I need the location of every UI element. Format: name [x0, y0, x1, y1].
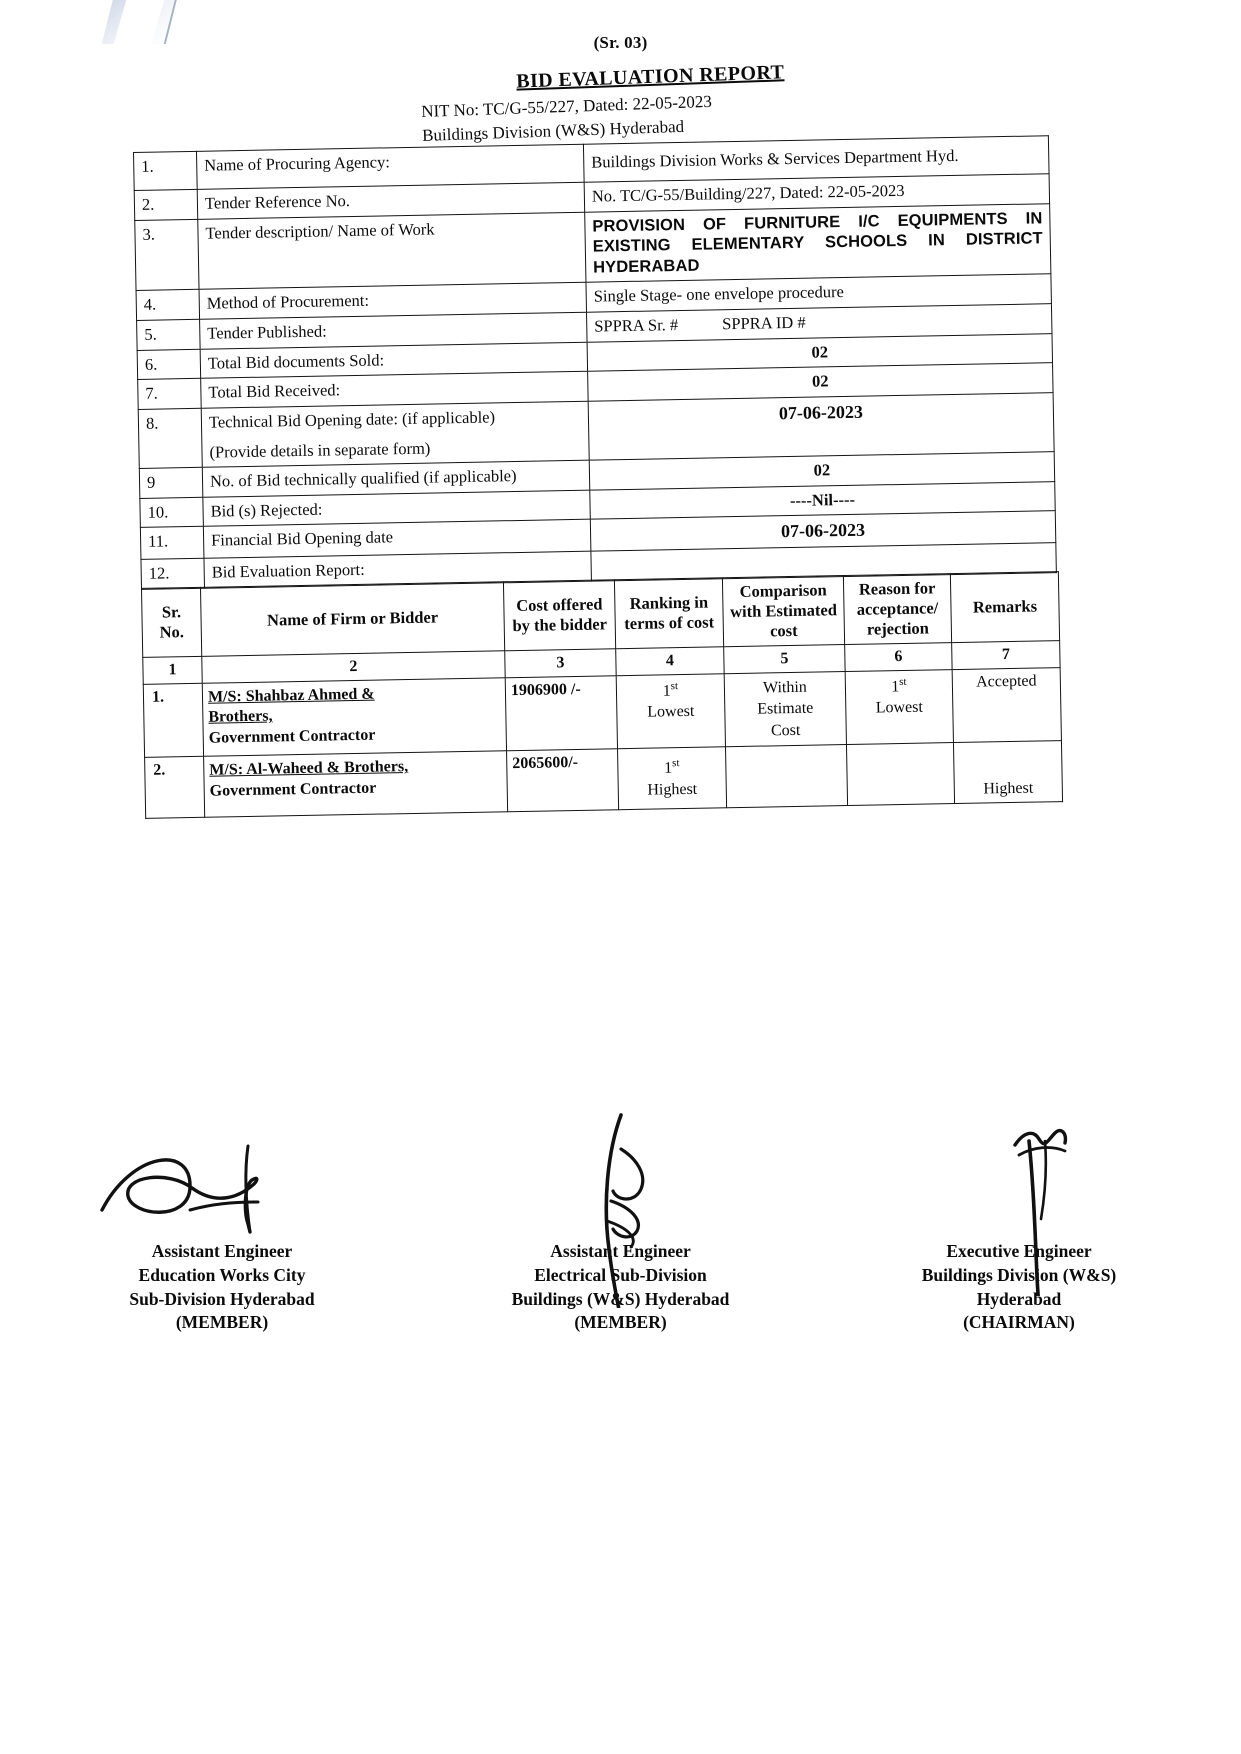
- row-value: 07-06-2023: [590, 511, 1055, 551]
- row-label-note: (Provide details in separate form): [209, 438, 431, 462]
- row-value: ----Nil----: [590, 481, 1055, 519]
- firm-line-1: M/S: Al-Waheed & Brothers,: [209, 758, 409, 779]
- row-value: No. TC/G-55/Building/227, Dated: 22-05-2023: [584, 174, 1049, 212]
- caption-line-2: Buildings Division (W&S): [921, 1264, 1117, 1285]
- row-label: Total Bid documents Sold:: [200, 342, 587, 379]
- rank-value: [623, 755, 720, 780]
- col-num: 3: [505, 648, 616, 677]
- comparison-line-3: Cost: [770, 721, 801, 740]
- signature-caption: [869, 1240, 1169, 1335]
- bid-reason: [845, 669, 953, 745]
- bid-evaluation-table-wrapper: [141, 572, 1038, 819]
- signature-scribble-icon: [72, 1092, 372, 1260]
- report-table-wrapper: [133, 136, 1043, 819]
- row-label: Bid (s) Rejected:: [203, 490, 590, 527]
- row-serial: 9: [139, 467, 203, 498]
- report-info-table: [133, 135, 1057, 589]
- comparison-line-2: Estimate: [757, 699, 814, 718]
- signature-caption: [72, 1240, 372, 1335]
- row-serial: 6.: [137, 349, 201, 380]
- division-line: Buildings Division (W&S) Hyderabad: [421, 116, 685, 145]
- row-serial: 5.: [137, 319, 201, 350]
- bid-evaluation-table: [141, 571, 1063, 819]
- nit-line: NIT No: TC/G-55/227, Dated: 22-05-2023: [420, 91, 713, 121]
- bid-comparison: [724, 671, 846, 747]
- rank-suffix: st: [670, 679, 679, 692]
- firm-line-3: Government Contractor: [208, 726, 376, 747]
- signature-chairman: [869, 1100, 1169, 1335]
- row-serial: 12.: [141, 558, 205, 589]
- row-serial: 3.: [135, 219, 199, 291]
- reason-suffix: st: [899, 675, 907, 688]
- col-num: 4: [616, 646, 724, 675]
- bid-cost: 1906900 /-: [505, 675, 617, 751]
- col-num: 7: [952, 640, 1060, 669]
- reason-value: [851, 674, 947, 699]
- signature-caption: [471, 1240, 771, 1335]
- row-label: Total Bid Received:: [201, 371, 588, 408]
- header-reason: Reason for acceptance/ rejection: [843, 574, 951, 644]
- bid-ranking: [618, 747, 727, 810]
- signature-member-electrical: [471, 1100, 771, 1335]
- sppra-sr-label: SPPRA Sr. #: [594, 315, 679, 336]
- reason-word: Lowest: [875, 699, 924, 717]
- remarks-text: Highest: [983, 779, 1034, 798]
- bid-reason: [846, 743, 954, 806]
- rank-number: 1: [662, 682, 671, 700]
- caption-line-1: Executive Engineer: [946, 1241, 1092, 1261]
- row-serial: 7.: [138, 379, 202, 410]
- comparison-line-1: Within: [762, 678, 807, 697]
- serial-top: (Sr. 03): [593, 33, 648, 52]
- signature-block: [0, 1100, 1241, 1335]
- row-value: PROVISION OF FURNITURE I/C EQUIPMENTS IN EXISTING ELEMENTARY SCHOOLS IN DISTRICT HYDERABAD: [585, 203, 1051, 282]
- rank-number: 1: [664, 759, 673, 777]
- header-remarks: Remarks: [950, 572, 1059, 642]
- caption-line-4: (MEMBER): [175, 1312, 269, 1333]
- rank-suffix: st: [672, 757, 680, 770]
- row-value: Buildings Division Works & Services Department Hyd.: [583, 136, 1049, 182]
- report-heading: [420, 58, 882, 146]
- row-value: Single Stage- one envelope procedure: [586, 274, 1051, 312]
- caption-line-3: Hyderabad: [976, 1288, 1062, 1309]
- row-label: Tender description/ Name of Work: [198, 212, 586, 290]
- rank-word: Highest: [647, 780, 698, 799]
- caption-line-2: Education Works City: [138, 1264, 306, 1285]
- col-num: 2: [202, 650, 505, 683]
- row-label: [201, 401, 589, 467]
- header-sr-no: [142, 587, 202, 656]
- col-num: 1: [143, 656, 202, 684]
- row-label: Name of Procuring Agency:: [196, 144, 584, 189]
- row-label: Bid Evaluation Report:: [204, 551, 591, 588]
- header-ranking: Ranking in terms of cost: [614, 578, 723, 648]
- caption-line-3: Sub-Division Hyderabad: [129, 1288, 315, 1309]
- row-label: Tender Reference No.: [197, 182, 584, 219]
- row-label: Method of Procurement:: [199, 283, 586, 320]
- page-title: BID EVALUATION REPORT: [515, 61, 785, 93]
- firm-line-3: Government Contractor: [209, 779, 377, 800]
- row-serial: 8.: [138, 408, 202, 468]
- header-sr-line1: Sr.: [161, 602, 182, 622]
- col-num: 5: [724, 644, 845, 673]
- header-firm-name: Name of Firm or Bidder: [200, 582, 504, 656]
- row-serial: 4.: [136, 290, 200, 321]
- firm-line-1: M/S: Shahbaz Ahmed &: [207, 685, 375, 706]
- row-serial: 2.: [134, 189, 198, 220]
- bid-firm-name: [202, 677, 506, 756]
- row-serial: 10.: [140, 497, 204, 528]
- sppra-id-label: SPPRA ID #: [722, 312, 806, 334]
- bid-remarks: [953, 741, 1062, 804]
- bid-cost: 2065600/-: [507, 749, 619, 812]
- header-sr-line2: No.: [159, 621, 185, 642]
- caption-line-2: Electrical Sub-Division: [534, 1264, 707, 1285]
- row-value: 07-06-2023: [588, 393, 1054, 461]
- bid-firm-name: [204, 751, 508, 818]
- row-value: 02: [587, 333, 1052, 371]
- firm-line-2: Brothers,: [208, 707, 273, 727]
- row-serial: 1.: [134, 151, 198, 190]
- row-value: 02: [589, 452, 1054, 490]
- header-comparison: Comparison with Estimated cost: [722, 576, 844, 647]
- bid-remarks: Accepted: [952, 667, 1061, 743]
- row-label: No. of Bid technically qualified (if applicable): [202, 460, 589, 497]
- caption-line-1: Assistant Engineer: [151, 1241, 293, 1261]
- bid-serial: 2.: [145, 757, 205, 819]
- reason-number: 1: [891, 677, 900, 696]
- rank-word: Lowest: [647, 703, 695, 722]
- col-num: 6: [845, 642, 952, 671]
- caption-line-1: Assistant Engineer: [550, 1241, 691, 1261]
- bid-comparison: [726, 745, 848, 808]
- bid-ranking: [616, 673, 725, 749]
- row-value: 02: [588, 363, 1053, 401]
- row-label: Tender Published:: [200, 312, 587, 349]
- rank-value: [622, 678, 719, 703]
- row-label-text: Technical Bid Opening date: (if applicable): [208, 407, 496, 432]
- signature-member-education: [72, 1100, 372, 1335]
- row-label: Financial Bid Opening date: [203, 520, 591, 559]
- row-serial: 11.: [140, 527, 204, 560]
- header-cost: Cost offered by the bidder: [503, 580, 615, 650]
- caption-line-4: (MEMBER): [574, 1312, 667, 1333]
- bid-serial: 1.: [143, 683, 203, 758]
- caption-line-3: Buildings (W&S) Hyderabad: [511, 1288, 730, 1309]
- caption-line-4: (CHAIRMAN): [963, 1312, 1075, 1333]
